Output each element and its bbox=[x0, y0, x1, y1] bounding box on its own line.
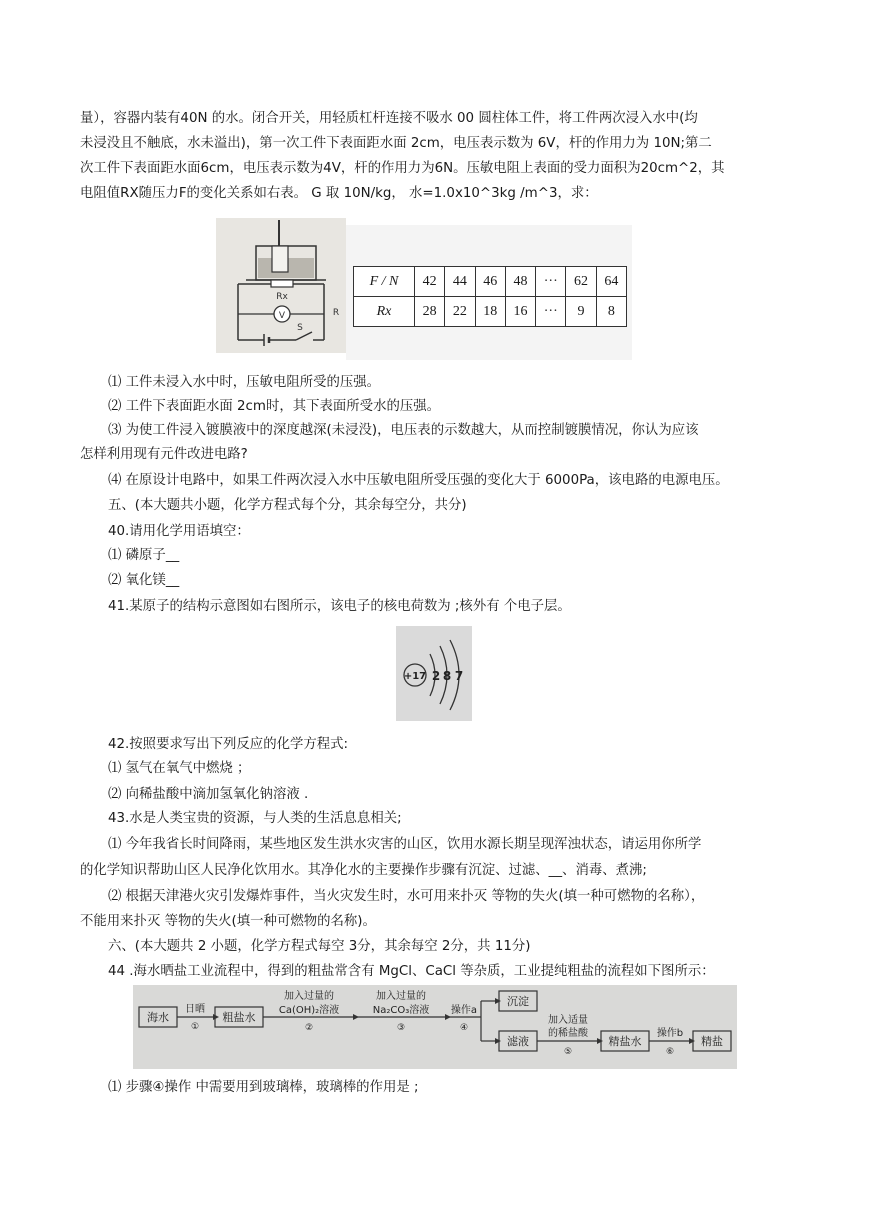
question-p4: ⑷ 在原设计电路中，如果工件两次浸入水中压敏电阻所受压强的变化大于 6000Pa，该电路的电源电压。 bbox=[108, 473, 729, 488]
table-cell: 16 bbox=[505, 297, 535, 327]
step-1-number: ① bbox=[190, 1022, 200, 1032]
shell-3-electrons: 7 bbox=[454, 669, 464, 683]
q43-line-4: 不能用来扑灭 等物的失火(填一种可燃物的名称)。 bbox=[80, 914, 376, 929]
arrow-2-label-mid: Ca(OH)₂溶液 bbox=[278, 1005, 340, 1016]
step-4-number: ④ bbox=[459, 1023, 469, 1033]
atom-structure-diagram bbox=[396, 626, 472, 721]
box-seawater: 海水 bbox=[147, 1011, 169, 1024]
box-filtrate: 滤液 bbox=[507, 1035, 529, 1048]
step-3-number: ③ bbox=[396, 1023, 406, 1033]
table-row-force bbox=[354, 267, 627, 297]
box-fine-brine: 精盐水 bbox=[608, 1035, 642, 1048]
q44-text: 44 .海水晒盐工业流程中，得到的粗盐常含有 MgCl、CaCl 等杂质，工业提纯粗盐的流程如下图所示： bbox=[108, 964, 715, 979]
force-resistance-table bbox=[353, 266, 627, 327]
box-crude-brine: 粗盐水 bbox=[222, 1011, 256, 1024]
arrow-3-label-mid: Na₂CO₃溶液 bbox=[372, 1005, 430, 1016]
salt-purification-flowchart bbox=[133, 985, 737, 1069]
shell-2-electrons: 8 bbox=[442, 669, 452, 683]
question-p3-cont: 怎样利用现有元件改进电路? bbox=[80, 447, 248, 462]
step-6-number: ⑥ bbox=[665, 1047, 675, 1057]
step-5-number: ⑤ bbox=[563, 1047, 573, 1057]
question-p1: ⑴ 工件未浸入水中时，压敏电阻所受的压强。 bbox=[108, 375, 381, 390]
box-precipitate: 沉淀 bbox=[507, 995, 529, 1008]
arrow-1-label: 日晒 bbox=[185, 1004, 205, 1015]
table-cell: 9 bbox=[566, 297, 596, 327]
arrow-5-label-mid: 的稀盐酸 bbox=[548, 1028, 588, 1039]
q44-item-1: ⑴ 步骤④操作 中需要用到玻璃棒，玻璃棒的作用是 ; bbox=[108, 1080, 419, 1095]
question-p3: ⑶ 为使工件浸入镀膜液中的深度越深(未浸没)，电压表的示数越大，从而控制镀膜情况，你认为应该 bbox=[108, 423, 699, 438]
intro-line-2: 未浸没且不触底，水未溢出)，第一次工件下表面距水面 2cm，电压表示数为 6V，杆的作用力为 10N;第二 bbox=[80, 136, 712, 151]
step-2-number: ② bbox=[304, 1023, 314, 1033]
q40-item-1: ⑴ 磷原子__ bbox=[108, 548, 180, 563]
table-row-resistance bbox=[354, 297, 627, 327]
label-s: S bbox=[297, 323, 303, 333]
question-p2: ⑵ 工件下表面距水面 2cm时，其下表面所受水的压强。 bbox=[108, 399, 441, 414]
label-v: V bbox=[278, 311, 286, 321]
arrow-6-label: 操作b bbox=[656, 1028, 684, 1039]
label-r: R bbox=[332, 308, 340, 318]
arrow-5-label-top: 加入适量 bbox=[548, 1015, 588, 1026]
arrow-3-label-top: 加入过量的 bbox=[376, 991, 426, 1002]
table-cell: ··· bbox=[536, 297, 566, 327]
table-head-rx: Rx bbox=[354, 297, 415, 327]
intro-line-4: 电阻值RX随压力F的变化关系如右表。 G 取 10N/kg， 水=1.0x10^3kg /m^3，求： bbox=[80, 186, 598, 201]
arrow-2-label-top: 加入过量的 bbox=[284, 991, 334, 1002]
arrow-4-label: 操作a bbox=[450, 1005, 478, 1016]
table-cell: 8 bbox=[596, 297, 626, 327]
table-cell: 28 bbox=[415, 297, 445, 327]
intro-line-3: 次工件下表面距水面6cm，电压表示数为4V，杆的作用力为6N。压敏电阻上表面的受力面积为20cm^2，其 bbox=[80, 161, 725, 176]
table-cell: 22 bbox=[445, 297, 475, 327]
circuit-diagram bbox=[216, 218, 346, 353]
q42-item-2: ⑵ 向稀盐酸中滴加氢氧化钠溶液 . bbox=[108, 787, 309, 802]
intro-line-1: 量），容器内装有40N 的水。闭合开关，用轻质杠杆连接不吸水 00 圆柱体工件，将工件两次浸入水中(均 bbox=[80, 111, 698, 126]
table-cell: 42 bbox=[415, 267, 445, 297]
q40-title: 40.请用化学用语填空： bbox=[108, 524, 250, 539]
section-6-heading: 六、(本大题共 2 小题，化学方程式每空 3分，其余每空 2分，共 11分) bbox=[108, 939, 531, 954]
q43-line-3: ⑵ 根据天津港火灾引发爆炸事件，当火灾发生时，水可用来扑灭 等物的失火(填一种可燃物的名称）， bbox=[108, 889, 705, 904]
box-fine-salt: 精盐 bbox=[701, 1035, 723, 1048]
table-head-f: F / N bbox=[354, 267, 415, 297]
table-cell: 48 bbox=[505, 267, 535, 297]
q43-title: 43.水是人类宝贵的资源，与人类的生活息息相关; bbox=[108, 811, 402, 826]
table-cell: 44 bbox=[445, 267, 475, 297]
q41-text: 41.某原子的结构示意图如右图所示，该电子的核电荷数为 ;核外有 个电子层。 bbox=[108, 599, 571, 614]
nucleus-charge: +17 bbox=[403, 671, 427, 682]
table-cell: 46 bbox=[475, 267, 505, 297]
table-cell: 64 bbox=[596, 267, 626, 297]
section-5-heading: 五、(本大题共小题，化学方程式每个分，其余每空分，共分) bbox=[108, 498, 467, 513]
table-cell: 18 bbox=[475, 297, 505, 327]
label-rx: Rx bbox=[276, 292, 288, 302]
q43-line-1: ⑴ 今年我省长时间降雨，某些地区发生洪水灾害的山区，饮用水源长期呈现浑浊状态，请运用你所学 bbox=[108, 837, 702, 852]
q40-item-2: ⑵ 氧化镁__ bbox=[108, 573, 180, 588]
q43-line-2: 的化学知识帮助山区人民净化饮用水。其净化水的主要操作步骤有沉淀、过滤、__、消毒、煮沸; bbox=[80, 863, 647, 878]
q42-item-1: ⑴ 氢气在氧气中燃烧 ； bbox=[108, 761, 251, 776]
table-cell: 62 bbox=[566, 267, 596, 297]
table-cell: ··· bbox=[536, 267, 566, 297]
q42-title: 42.按照要求写出下列反应的化学方程式: bbox=[108, 737, 349, 752]
shell-1-electrons: 2 bbox=[431, 669, 441, 683]
